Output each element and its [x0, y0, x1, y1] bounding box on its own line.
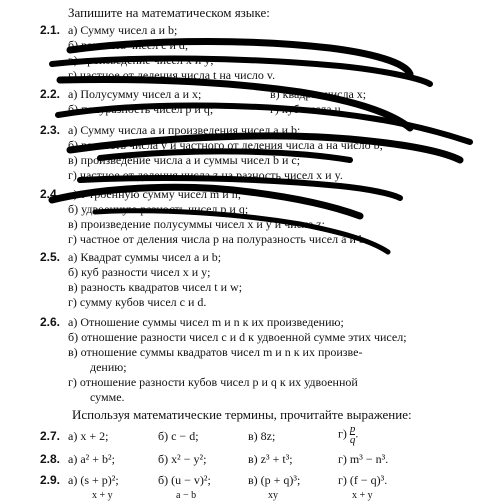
problem-number: 2.6. [40, 315, 61, 329]
bottom-fragment: x + y [92, 490, 113, 501]
problem-number: 2.1. [40, 23, 61, 37]
bottom-fragment: x + y [352, 490, 373, 501]
bottom-fragment: xy [268, 490, 278, 501]
fraction-p-over-q: $\frac{p}{q}$ [349, 423, 356, 446]
problem-number: 2.2. [40, 87, 61, 101]
problem-number: 2.8. [40, 452, 61, 466]
textbook-page: Запишите на математическом языке: 2.1. а) Сумму чисел a и b; б) разность чисел c и d; в) произведение чисел x и y; г) частное от деления числа t на число v. 2.2. а) Полусумму чисел a и x; в) квадрат числа x; б) полуразность чисел p и q; г) куб числа u. 2.3. а) Сумму числа a и произведения чисел a и b; б) разность числа y и частного от деления числа a на число b; в) произведение числа a и суммы чисел b и c; г) частное от деления числа z на разность чисел x и y. 2.4. а) Утроенную сумму чисел m и n; б) удвоенную разность чисел p и q; в) произведение полусуммы чисел x и y и числа z; г) частное от деления числа p на полуразность чисел a и b. 2.5. а) Квадрат суммы чисел a и b; б) куб разности чисел x и y; в) разность квадратов чисел t и w; г) сумму кубов чисел c и d. 2.6. а) Отношение суммы чисел m и n к их произведению; б) отношение разности чисел c и d к удвоенной сумме этих чисел; в) отношение суммы квадратов чисел m и n к их произве- дению; г) отношение разности кубов чисел p и q к их удвоенной сумме. Используя математические термины, прочитайте выражение: 2.7. а) x + 2; б) c − d; в) 8z; $г) \frac{p}{q}$ . 2.8. а) a² + b²; б) x² − y²; в) z³ + t³; г) m³ − n³. 2.9. а) (s + p)²; б) (u − v)²; в) (p + q)³; г) (f − q)³. x + y a − b xy x + y [0, 0, 500, 500]
problem-number: 2.9. [40, 473, 61, 487]
page-heading: Запишите на математическом языке: [68, 5, 270, 20]
problem-number: 2.4. [40, 187, 61, 201]
section-subheading: Используя математические термины, прочитайте выражение: [72, 407, 412, 422]
problem-number: 2.3. [40, 123, 61, 137]
problem-number: 2.7. [40, 429, 61, 443]
problem-number: 2.5. [40, 250, 61, 264]
bottom-fragment: a − b [176, 490, 197, 501]
